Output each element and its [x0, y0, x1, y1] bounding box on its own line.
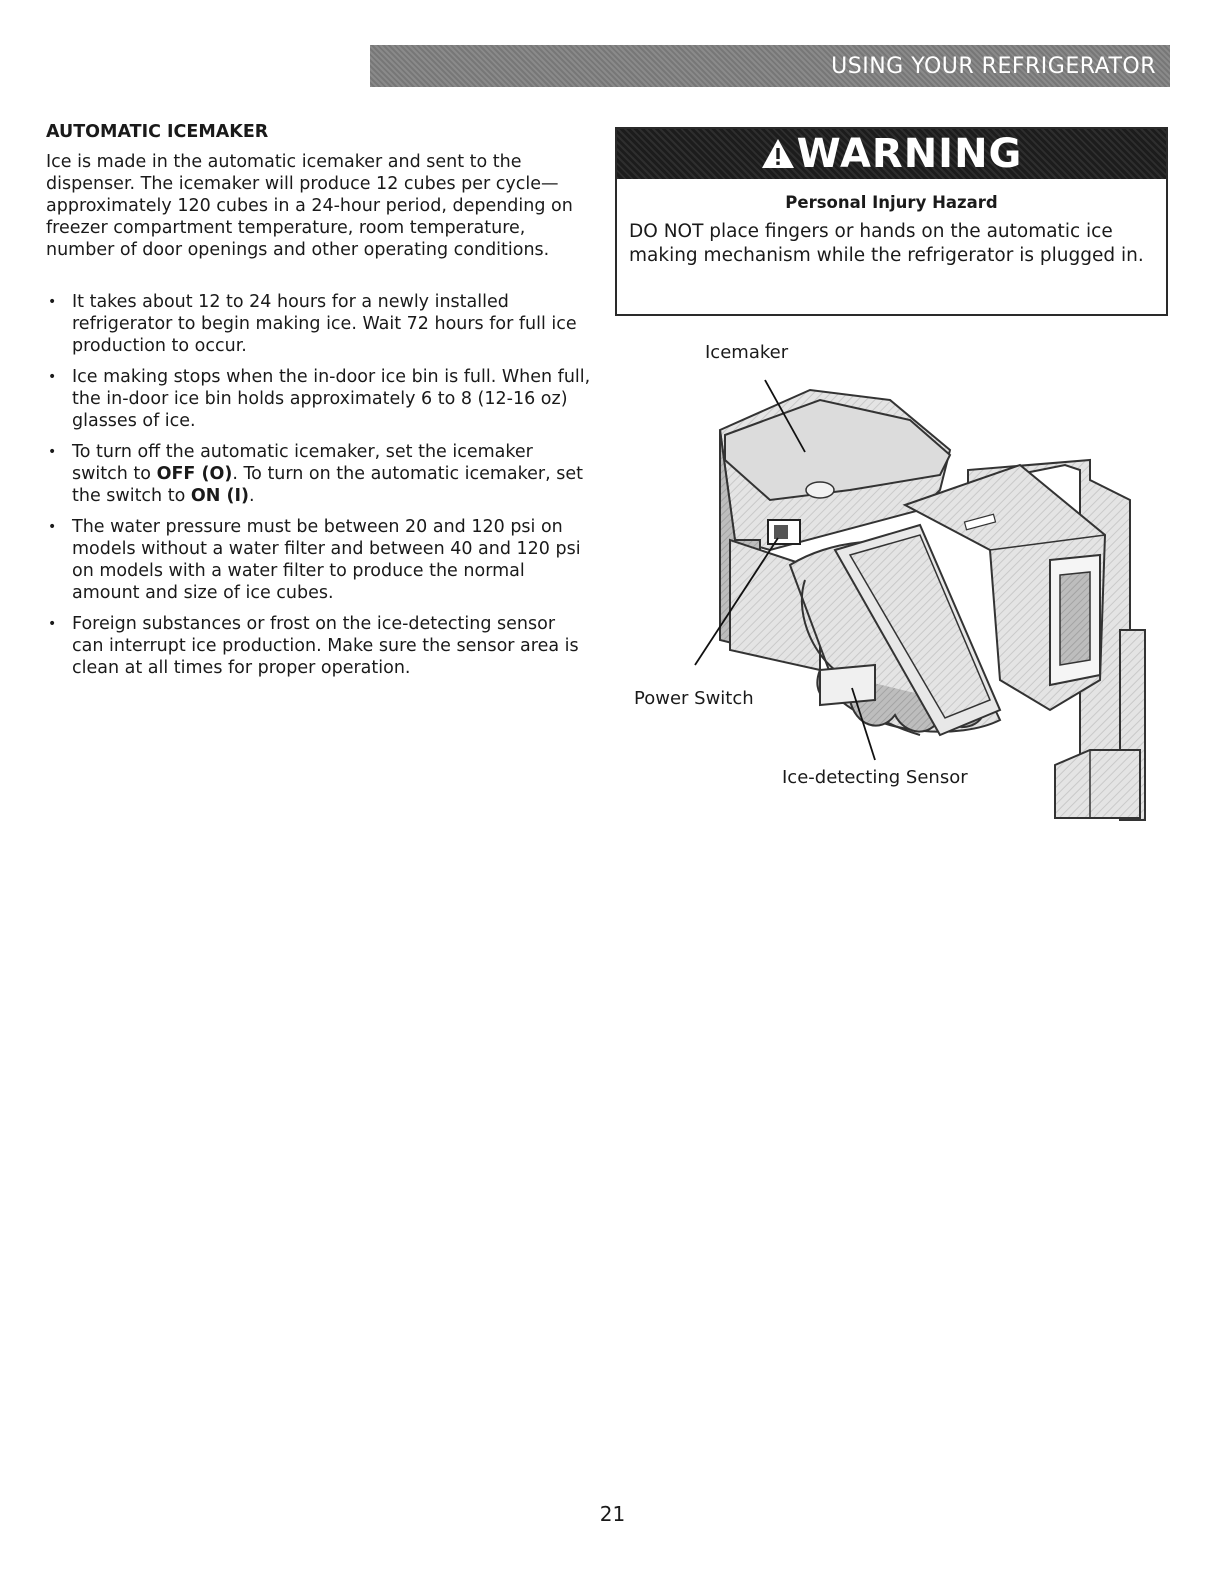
- on-setting-label: ON (I): [190, 486, 249, 506]
- off-setting-label: OFF (O): [156, 464, 233, 484]
- power-switch-label: Power Switch: [634, 688, 754, 709]
- icemaker-text-column: [46, 122, 596, 688]
- warning-header: [617, 129, 1166, 179]
- icemaker-drawing: [620, 340, 1180, 830]
- list-item-text: Foreign substances or frost on the ice-detecting sensor can interrupt ice production. Make sure the sensor area is clean at all times for proper operation.: [72, 614, 579, 678]
- list-item-text: .: [248, 486, 255, 506]
- list-item-text: To turn off the automatic icemaker, set the icemaker switch to: [72, 442, 533, 484]
- warning-box: [615, 127, 1168, 316]
- list-item-text: . To turn on the automatic icemaker, set the switch to: [72, 464, 584, 506]
- warning-triangle-icon: [761, 137, 795, 171]
- list-item-text: The water pressure must be between 20 and 120 psi on models without a water filter and between 40 and 120 psi on models with a water filter to produce the normal amount and size of ice cubes.: [72, 517, 581, 603]
- list-item-text: It takes about 12 to 24 hours for a newly installed refrigerator to begin making ice. Wait 72 hours for full ice production to occur.: [72, 292, 577, 356]
- list-item: [46, 291, 592, 357]
- bullet-icon: •: [48, 369, 57, 385]
- section-header-title: USING YOUR REFRIGERATOR: [831, 53, 1156, 79]
- bullet-icon: •: [48, 519, 57, 535]
- icemaker-illustration: [620, 340, 1180, 830]
- section-heading: AUTOMATIC ICEMAKER: [46, 122, 269, 142]
- page-number: 21: [599, 1502, 626, 1526]
- bullet-icon: •: [48, 444, 57, 460]
- list-item: [46, 613, 592, 679]
- intro-paragraph: Ice is made in the automatic icemaker and sent to the dispenser. The icemaker will produce 12 cubes per cycle—approximately 120 cubes in a 24-hour period, depending on freezer compartment temperature, room temperature, number of door openings and other operating conditions.: [46, 152, 573, 260]
- list-item: [46, 516, 592, 604]
- hazard-title: Personal Injury Hazard: [785, 193, 998, 212]
- list-item: [46, 366, 592, 432]
- bullet-icon: •: [48, 294, 57, 310]
- sensor-label: Ice-detecting Sensor: [782, 767, 968, 788]
- icemaker-label: Icemaker: [705, 342, 789, 363]
- bullet-icon: •: [48, 616, 57, 632]
- section-header-banner: [370, 45, 1170, 87]
- warning-body: DO NOT place fingers or hands on the automatic ice making mechanism while the refrigerator is plugged in.: [629, 221, 1144, 266]
- list-item: [46, 441, 592, 507]
- warning-title: WARNING: [796, 131, 1023, 177]
- list-item-text: Ice making stops when the in-door ice bin is full. When full, the in-door ice bin holds approximately 6 to 8 (12-16 oz) glasses of ice.: [72, 367, 591, 431]
- instruction-list: [46, 291, 596, 679]
